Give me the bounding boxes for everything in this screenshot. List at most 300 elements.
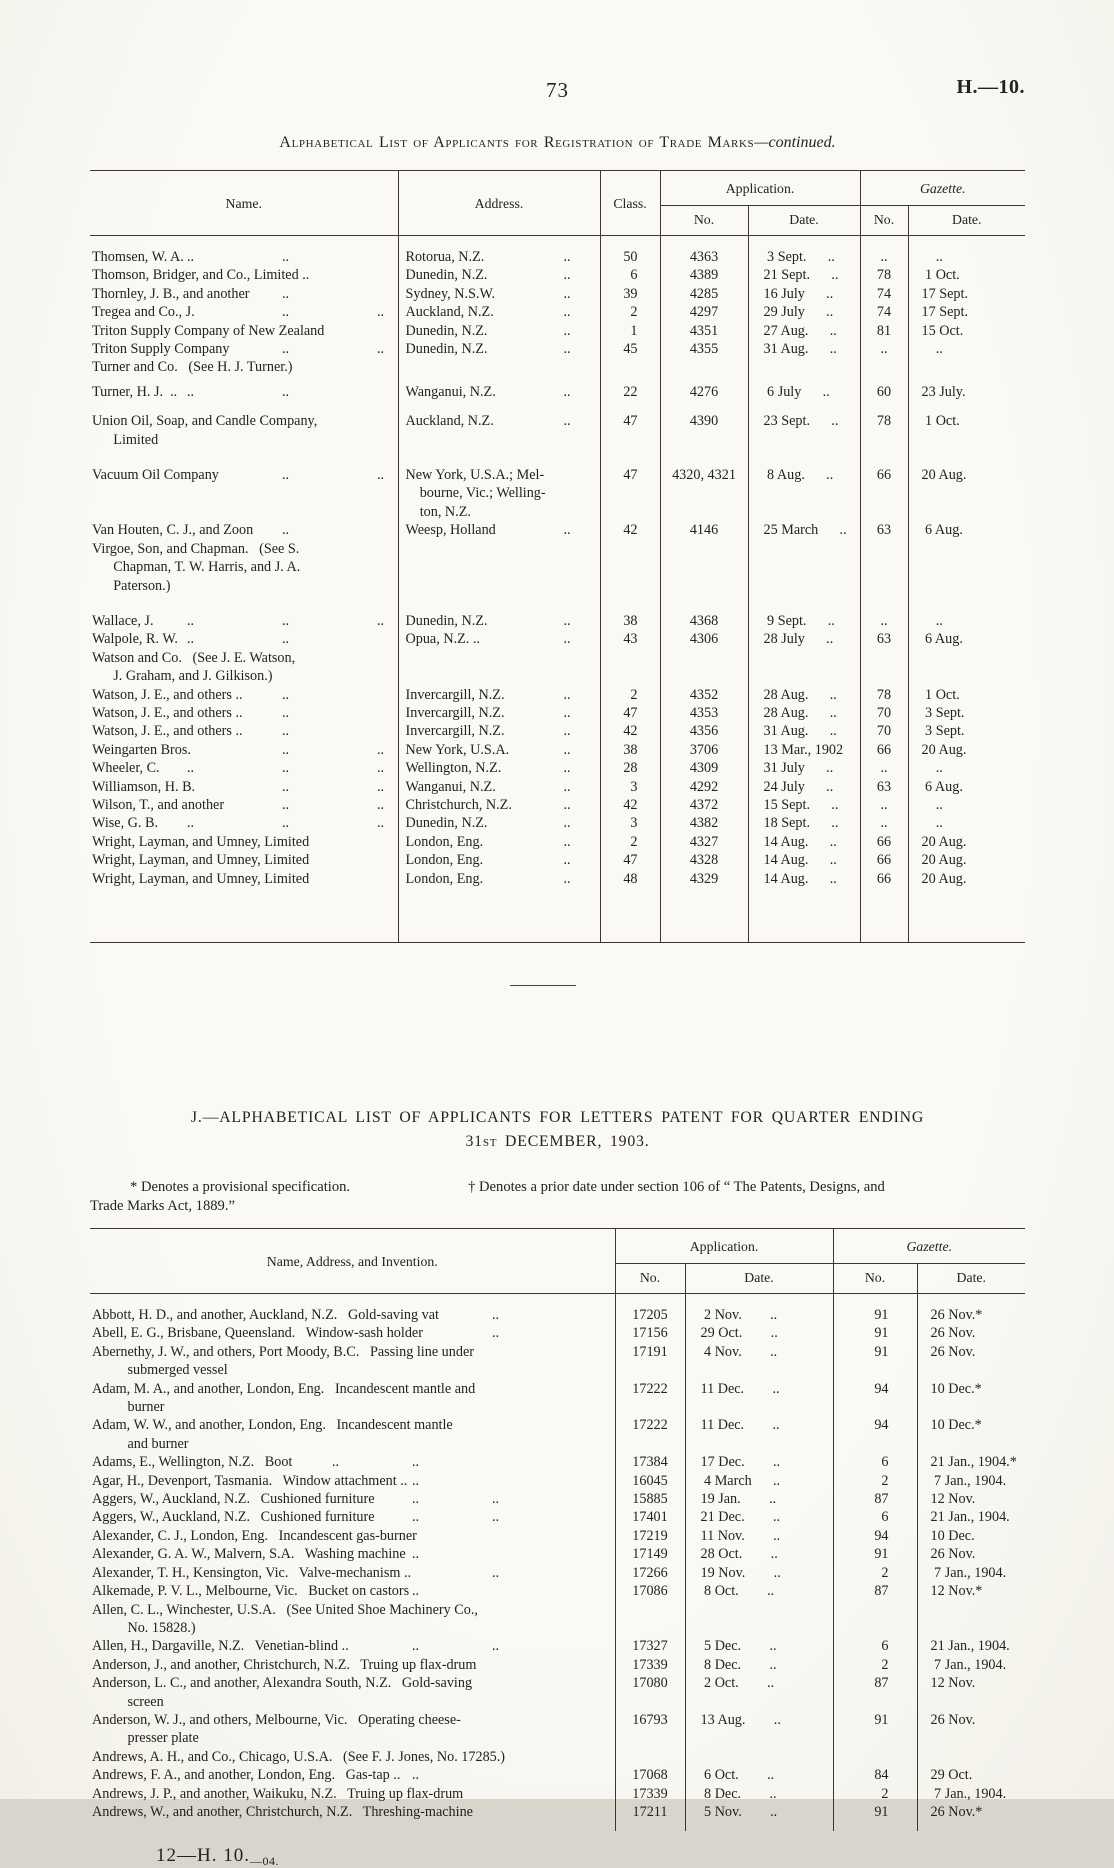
class-cell: 38 — [600, 741, 660, 759]
application-no-cell: 17086 — [615, 1582, 685, 1600]
application-date-cell: 19 Jan. .. — [685, 1490, 833, 1508]
gazette-date-cell: 17 Sept. — [908, 303, 1025, 321]
name-cell: Tregea and Co., J. .. .. — [92, 304, 385, 321]
gazette-date-cell — [908, 540, 1025, 595]
printers-signature-sub: —04. — [249, 1854, 279, 1868]
class-cell: 38 — [600, 595, 660, 630]
gazette-no-cell — [860, 649, 908, 686]
column-header-application-no: No. — [615, 1264, 685, 1294]
address-cell: Sydney, N.S.W. .. — [398, 285, 600, 303]
gazette-date-cell: 26 Nov.* — [917, 1803, 1025, 1831]
name-cell: Wilson, T., and another .. .. — [92, 796, 385, 813]
class-cell: 2 — [600, 833, 660, 851]
patents-title-line2: 31st DECEMBER, 1903. — [465, 1133, 650, 1150]
address-cell: New York, U.S.A. .. — [398, 741, 600, 759]
address-cell: Dunedin, N.Z. .. — [398, 595, 600, 630]
table-row — [90, 340, 1025, 358]
application-no-cell — [660, 358, 748, 376]
class-cell: 47 — [600, 401, 660, 449]
application-no-cell: 17339 — [615, 1656, 685, 1674]
gazette-no-cell: 78 — [860, 686, 908, 704]
application-no-cell: 4372 — [660, 796, 748, 814]
gazette-date-cell: 26 Nov. — [917, 1545, 1025, 1563]
application-no-cell: 4390 — [660, 401, 748, 449]
document-ref: H.—10. — [956, 76, 1025, 98]
gazette-no-cell: .. — [860, 236, 908, 267]
application-date-cell: 2 Nov. .. — [685, 1294, 833, 1325]
gazette-date-cell: 20 Aug. — [908, 870, 1025, 943]
table-row — [90, 1711, 1025, 1748]
address-cell: New York, U.S.A.; Mel- bourne, Vic.; Welling- ton, N.Z. — [398, 449, 600, 521]
application-date-cell: 11 Dec. .. — [685, 1380, 833, 1417]
gazette-no-cell: .. — [860, 595, 908, 630]
application-date-cell: 8 Dec. .. — [685, 1656, 833, 1674]
address-cell: Dunedin, N.Z. .. — [398, 340, 600, 358]
application-no-cell: 17205 — [615, 1294, 685, 1325]
table-row — [90, 1343, 1025, 1380]
application-date-cell: 28 July .. — [748, 630, 860, 648]
name-cell: Wise, G. B. .. .. .. — [92, 815, 385, 832]
patents-title-line1: J.—ALPHABETICAL LIST OF APPLICANTS FOR LETTERS PATENT FOR QUARTER ENDING — [190, 1109, 925, 1126]
page-number: 73 — [546, 78, 569, 102]
gazette-date-cell: 6 Aug. — [908, 521, 1025, 539]
address-cell: Rotorua, N.Z. .. — [398, 236, 600, 267]
application-date-cell: 13 Aug. .. — [685, 1711, 833, 1748]
gazette-date-cell: .. — [908, 814, 1025, 832]
gazette-no-cell: .. — [860, 814, 908, 832]
gazette-date-cell: 7 Jan., 1904. — [917, 1785, 1025, 1803]
gazette-no-cell: 70 — [860, 704, 908, 722]
gazette-no-cell: 84 — [833, 1766, 917, 1784]
name-cell: Wheeler, C. .. .. .. — [92, 760, 385, 777]
gazette-no-cell: 91 — [833, 1711, 917, 1748]
gazette-date-cell: 10 Dec. — [917, 1527, 1025, 1545]
application-date-cell: 14 Aug. .. — [748, 833, 860, 851]
gazette-date-cell: 21 Jan., 1904. — [917, 1637, 1025, 1655]
application-no-cell: 17191 — [615, 1343, 685, 1380]
class-cell: 3 — [600, 814, 660, 832]
table-row — [90, 1601, 1025, 1638]
gazette-date-cell: 7 Jan., 1904. — [917, 1472, 1025, 1490]
gazette-date-cell: .. — [908, 595, 1025, 630]
application-date-cell: 8 Oct. .. — [685, 1582, 833, 1600]
class-cell: 47 — [600, 449, 660, 521]
name-invention-cell: Adam, M. A., and another, London, Eng. Incandescent mantle and burner — [92, 1380, 476, 1416]
gazette-no-cell: 87 — [833, 1674, 917, 1711]
name-cell: Watson, J. E., and others .. .. — [92, 723, 290, 740]
name-cell: Turner, H. J. .. .. .. — [92, 383, 290, 400]
application-date-cell: 4 Nov. .. — [685, 1343, 833, 1380]
gazette-date-cell: 21 Jan., 1904. — [917, 1508, 1025, 1526]
table-row — [90, 1545, 1025, 1563]
gazette-date-cell: 26 Nov. — [917, 1343, 1025, 1380]
name-invention-cell: Alexander, C. J., London, Eng. Incandescent gas-burner — [92, 1527, 417, 1544]
gazette-no-cell: 66 — [860, 851, 908, 869]
application-no-cell: 17156 — [615, 1324, 685, 1342]
name-invention-cell: Anderson, W. J., and others, Melbourne, Vic. Operating cheese- presser plate — [92, 1711, 461, 1747]
application-date-cell: 31 Aug. .. — [748, 340, 860, 358]
application-date-cell: 6 July .. — [748, 377, 860, 401]
table-row — [90, 1766, 1025, 1784]
application-date-cell: 2 Oct. .. — [685, 1674, 833, 1711]
application-date-cell: 24 July .. — [748, 778, 860, 796]
class-cell: 2 — [600, 686, 660, 704]
application-date-cell: 14 Aug. .. — [748, 851, 860, 869]
name-invention-cell: Adams, E., Wellington, N.Z. Boot .. .. — [92, 1454, 420, 1471]
column-header-name-address-invention: Name, Address, and Invention. — [90, 1229, 615, 1294]
name-cell: Triton Supply Company of New Zealand — [92, 322, 325, 339]
application-date-cell: 29 July .. — [748, 303, 860, 321]
name-cell: Triton Supply Company .. .. — [92, 341, 385, 358]
gazette-no-cell: 2 — [833, 1472, 917, 1490]
gazette-date-cell: 6 Aug. — [908, 778, 1025, 796]
application-no-cell: 17327 — [615, 1637, 685, 1655]
gazette-no-cell: 91 — [833, 1343, 917, 1380]
application-date-cell: 15 Sept. .. — [748, 796, 860, 814]
column-header-gazette: Gazette. — [860, 171, 1025, 206]
application-no-cell: 17384 — [615, 1453, 685, 1471]
gazette-no-cell: 2 — [833, 1785, 917, 1803]
application-date-cell: 14 Aug. .. — [748, 870, 860, 943]
application-no-cell: 4389 — [660, 266, 748, 284]
gazette-no-cell: 81 — [860, 322, 908, 340]
class-cell: 45 — [600, 340, 660, 358]
class-cell — [600, 358, 660, 376]
application-no-cell: 4327 — [660, 833, 748, 851]
patents-table-body — [90, 1294, 1025, 1832]
application-no-cell: 17222 — [615, 1380, 685, 1417]
address-cell: Wellington, N.Z. .. — [398, 759, 600, 777]
column-header-address: Address. — [398, 171, 600, 236]
gazette-no-cell: 87 — [833, 1490, 917, 1508]
application-date-cell: 28 Aug. .. — [748, 686, 860, 704]
application-no-cell: 17211 — [615, 1803, 685, 1831]
gazette-date-cell: 20 Aug. — [908, 851, 1025, 869]
application-no-cell: 4276 — [660, 377, 748, 401]
table-row — [90, 401, 1025, 449]
table-row — [90, 851, 1025, 869]
application-date-cell: 21 Dec. .. — [685, 1508, 833, 1526]
application-no-cell: 17219 — [615, 1527, 685, 1545]
gazette-no-cell: 63 — [860, 521, 908, 539]
column-header-gazette-no: No. — [833, 1264, 917, 1294]
note-prior-line2: Trade Marks Act, 1889.” — [90, 1198, 235, 1214]
application-date-cell: 13 Mar., 1902 — [748, 741, 860, 759]
name-invention-cell: Andrews, F. A., and another, London, Eng. Gas-tap .. .. — [92, 1767, 420, 1784]
application-date-cell: 16 July .. — [748, 285, 860, 303]
name-cell: Wright, Layman, and Umney, Limited — [92, 870, 310, 887]
application-date-cell: 31 July .. — [748, 759, 860, 777]
table-row — [90, 1582, 1025, 1600]
application-date-cell: 25 March .. — [748, 521, 860, 539]
class-cell: 3 — [600, 778, 660, 796]
table-row — [90, 1748, 1025, 1766]
gazette-date-cell: 6 Aug. — [908, 630, 1025, 648]
application-date-cell: 8 Dec. .. — [685, 1785, 833, 1803]
gazette-no-cell: 2 — [833, 1564, 917, 1582]
application-no-cell: 4292 — [660, 778, 748, 796]
table-row — [90, 1674, 1025, 1711]
table-row — [90, 377, 1025, 401]
name-invention-cell: Alexander, T. H., Kensington, Vic. Valve-mechanism .. .. — [92, 1564, 500, 1581]
table-row — [90, 1508, 1025, 1526]
application-no-cell — [615, 1748, 685, 1766]
class-cell: 47 — [600, 851, 660, 869]
gazette-date-cell: .. — [908, 236, 1025, 267]
application-no-cell: 16793 — [615, 1711, 685, 1748]
patents-table-head — [90, 1229, 1025, 1294]
name-cell: Williamson, H. B. .. .. — [92, 778, 385, 795]
application-no-cell: 3706 — [660, 741, 748, 759]
gazette-no-cell: 66 — [860, 870, 908, 943]
gazette-no-cell: 6 — [833, 1637, 917, 1655]
application-no-cell: 4356 — [660, 722, 748, 740]
application-no-cell: 15885 — [615, 1490, 685, 1508]
trademarks-title — [90, 134, 1025, 152]
gazette-date-cell: .. — [908, 759, 1025, 777]
table-row — [90, 796, 1025, 814]
name-cell: Van Houten, C. J., and Zoon .. — [92, 522, 290, 539]
gazette-date-cell: 1 Oct. — [908, 686, 1025, 704]
table-row — [90, 870, 1025, 943]
gazette-no-cell: 91 — [833, 1803, 917, 1831]
column-header-application: Application. — [615, 1229, 833, 1264]
gazette-date-cell: 7 Jan., 1904. — [917, 1656, 1025, 1674]
gazette-no-cell: 2 — [833, 1656, 917, 1674]
name-invention-cell: Aggers, W., Auckland, N.Z. Cushioned furniture .. .. — [92, 1509, 500, 1526]
gazette-date-cell: 10 Dec.* — [917, 1416, 1025, 1453]
patents-title — [90, 1106, 1025, 1154]
table-row — [90, 266, 1025, 284]
name-invention-cell: Alexander, G. A. W., Malvern, S.A. Washing machine .. — [92, 1546, 420, 1563]
class-cell: 39 — [600, 285, 660, 303]
application-no-cell: 16045 — [615, 1472, 685, 1490]
gazette-no-cell: .. — [860, 340, 908, 358]
gazette-date-cell: 15 Oct. — [908, 322, 1025, 340]
class-cell: 28 — [600, 759, 660, 777]
gazette-no-cell: 91 — [833, 1545, 917, 1563]
application-date-cell: 23 Sept. .. — [748, 401, 860, 449]
name-cell: Watson, J. E., and others .. .. — [92, 686, 290, 703]
gazette-date-cell: .. — [908, 340, 1025, 358]
table-row — [90, 1472, 1025, 1490]
table-row — [90, 759, 1025, 777]
application-date-cell: 21 Sept. .. — [748, 266, 860, 284]
address-cell: Auckland, N.Z. .. — [398, 401, 600, 449]
table-row — [90, 1453, 1025, 1471]
name-invention-cell: Anderson, L. C., and another, Alexandra South, N.Z. Gold-saving screen — [92, 1675, 473, 1710]
application-no-cell: 4351 — [660, 322, 748, 340]
column-header-application-date: Date. — [685, 1264, 833, 1294]
gazette-no-cell — [833, 1601, 917, 1638]
table-row — [90, 1564, 1025, 1582]
section-divider — [510, 985, 576, 986]
name-invention-cell: Abbott, H. D., and another, Auckland, N.Z. Gold-saving vat .. — [92, 1307, 500, 1323]
table-row — [90, 833, 1025, 851]
application-no-cell: 4306 — [660, 630, 748, 648]
name-invention-cell: Alkemade, P. V. L., Melbourne, Vic. Bucket on castors .. — [92, 1583, 420, 1600]
column-header-application-no: No. — [660, 206, 748, 236]
address-cell: Dunedin, N.Z. .. — [398, 322, 600, 340]
gazette-no-cell: 66 — [860, 833, 908, 851]
class-cell: 42 — [600, 521, 660, 539]
gazette-no-cell: 94 — [833, 1416, 917, 1453]
patents-notes — [90, 1178, 1025, 1216]
gazette-date-cell: 21 Jan., 1904.* — [917, 1453, 1025, 1471]
application-no-cell: 4320, 4321 — [660, 449, 748, 521]
name-invention-cell: Allen, C. L., Winchester, U.S.A. (See United Shoe Machinery Co., No. 15828.) — [92, 1601, 478, 1636]
trademarks-table-head — [90, 171, 1025, 236]
column-header-gazette: Gazette. — [833, 1229, 1025, 1264]
table-row — [90, 595, 1025, 630]
application-no-cell: 4309 — [660, 759, 748, 777]
table-row — [90, 686, 1025, 704]
address-cell: London, Eng. .. — [398, 833, 600, 851]
table-row — [90, 1490, 1025, 1508]
column-header-name: Name. — [90, 171, 398, 236]
gazette-no-cell: 60 — [860, 377, 908, 401]
table-row — [90, 1380, 1025, 1417]
gazette-no-cell: .. — [860, 796, 908, 814]
gazette-no-cell: 87 — [833, 1582, 917, 1600]
table-row — [90, 1527, 1025, 1545]
application-no-cell: 17149 — [615, 1545, 685, 1563]
application-date-cell: 8 Aug. .. — [748, 449, 860, 521]
gazette-date-cell: .. — [908, 796, 1025, 814]
address-cell — [398, 540, 600, 595]
application-date-cell: 9 Sept. .. — [748, 595, 860, 630]
gazette-no-cell: 94 — [833, 1527, 917, 1545]
gazette-date-cell — [908, 649, 1025, 686]
address-cell — [398, 358, 600, 376]
name-cell: Turner and Co. (See H. J. Turner.) — [92, 359, 293, 376]
address-cell: Invercargill, N.Z. .. — [398, 686, 600, 704]
gazette-no-cell: 94 — [833, 1380, 917, 1417]
application-date-cell — [748, 358, 860, 376]
class-cell: 43 — [600, 630, 660, 648]
table-row — [90, 303, 1025, 321]
gazette-date-cell: 20 Aug. — [908, 833, 1025, 851]
gazette-date-cell: 7 Jan., 1904. — [917, 1564, 1025, 1582]
name-cell: Wallace, J. .. .. .. — [92, 612, 385, 629]
note-provisional: * Denotes a provisional specification. — [130, 1179, 351, 1195]
gazette-no-cell: 74 — [860, 285, 908, 303]
application-date-cell — [685, 1748, 833, 1766]
application-date-cell: 5 Nov. .. — [685, 1803, 833, 1831]
table-row — [90, 540, 1025, 595]
application-no-cell: 4329 — [660, 870, 748, 943]
gazette-date-cell: 3 Sept. — [908, 704, 1025, 722]
application-date-cell — [748, 649, 860, 686]
table-row — [90, 1416, 1025, 1453]
table-row — [90, 778, 1025, 796]
gazette-date-cell — [917, 1601, 1025, 1638]
name-cell: Union Oil, Soap, and Candle Company, Limited — [92, 413, 318, 448]
application-no-cell: 4363 — [660, 236, 748, 267]
application-date-cell: 28 Oct. .. — [685, 1545, 833, 1563]
address-cell: Opua, N.Z. .. .. — [398, 630, 600, 648]
application-date-cell: 28 Aug. .. — [748, 704, 860, 722]
address-cell: Wanganui, N.Z. .. — [398, 377, 600, 401]
name-cell: Walpole, R. W. .. .. — [92, 631, 290, 648]
gazette-date-cell: 26 Nov. — [917, 1711, 1025, 1748]
table-row — [90, 236, 1025, 267]
class-cell: 6 — [600, 266, 660, 284]
table-row — [90, 1294, 1025, 1325]
class-cell: 50 — [600, 236, 660, 267]
gazette-no-cell — [860, 540, 908, 595]
table-row — [90, 521, 1025, 539]
page-header — [90, 78, 1025, 108]
application-no-cell: 17068 — [615, 1766, 685, 1784]
name-cell: Watson and Co. (See J. E. Watson, J. Graham, and J. Gilkison.) — [92, 649, 296, 685]
name-cell: Wright, Layman, and Umney, Limited — [92, 833, 310, 850]
application-date-cell: 5 Dec. .. — [685, 1637, 833, 1655]
name-cell: Thomsen, W. A. .. .. — [92, 249, 290, 265]
gazette-no-cell: 66 — [860, 449, 908, 521]
class-cell: 48 — [600, 870, 660, 943]
table-row — [90, 1656, 1025, 1674]
application-no-cell: 17401 — [615, 1508, 685, 1526]
gazette-no-cell: 78 — [860, 401, 908, 449]
gazette-no-cell — [833, 1748, 917, 1766]
gazette-date-cell: 3 Sept. — [908, 722, 1025, 740]
application-date-cell — [748, 540, 860, 595]
application-no-cell — [615, 1601, 685, 1638]
application-no-cell: 4352 — [660, 686, 748, 704]
gazette-no-cell: 6 — [833, 1508, 917, 1526]
column-header-gazette-no: No. — [860, 206, 908, 236]
name-invention-cell: Allen, H., Dargaville, N.Z. Venetian-blind .. .. .. — [92, 1638, 500, 1655]
gazette-no-cell: 66 — [860, 741, 908, 759]
application-no-cell: 4355 — [660, 340, 748, 358]
column-header-class: Class. — [600, 171, 660, 236]
class-cell — [600, 649, 660, 686]
application-no-cell: 4368 — [660, 595, 748, 630]
table-row — [90, 630, 1025, 648]
gazette-date-cell: 26 Nov. — [917, 1324, 1025, 1342]
address-cell: Christchurch, N.Z. .. — [398, 796, 600, 814]
class-cell — [600, 540, 660, 595]
table-row — [90, 704, 1025, 722]
gazette-no-cell — [860, 358, 908, 376]
gazette-date-cell: 20 Aug. — [908, 449, 1025, 521]
name-invention-cell: Abernethy, J. W., and others, Port Moody, B.C. Passing line under submerged vessel — [92, 1343, 474, 1379]
table-row — [90, 722, 1025, 740]
address-cell: London, Eng. .. — [398, 870, 600, 943]
application-date-cell: 19 Nov. .. — [685, 1564, 833, 1582]
printers-signature — [156, 1845, 1025, 1867]
application-date-cell: 4 March .. — [685, 1472, 833, 1490]
column-header-application-date: Date. — [748, 206, 860, 236]
address-cell: Auckland, N.Z. .. — [398, 303, 600, 321]
address-cell: Wanganui, N.Z. .. — [398, 778, 600, 796]
name-cell: Weingarten Bros. .. .. — [92, 741, 385, 758]
name-invention-cell: Agar, H., Devenport, Tasmania. Window attachment .. .. — [92, 1472, 420, 1489]
column-header-gazette-date: Date. — [917, 1264, 1025, 1294]
name-invention-cell: Anderson, J., and another, Christchurch, N.Z. Truing up flax-drum — [92, 1656, 477, 1673]
application-date-cell: 29 Oct. .. — [685, 1324, 833, 1342]
application-date-cell — [685, 1601, 833, 1638]
gazette-date-cell: 1 Oct. — [908, 401, 1025, 449]
note-prior-line1: † Denotes a prior date under section 106 of “ The Patents, Designs, and — [468, 1179, 885, 1195]
address-cell: Invercargill, N.Z. .. — [398, 722, 600, 740]
application-date-cell: 18 Sept. .. — [748, 814, 860, 832]
gazette-no-cell: 70 — [860, 722, 908, 740]
gazette-date-cell: 17 Sept. — [908, 285, 1025, 303]
class-cell: 1 — [600, 322, 660, 340]
table-row — [90, 649, 1025, 686]
